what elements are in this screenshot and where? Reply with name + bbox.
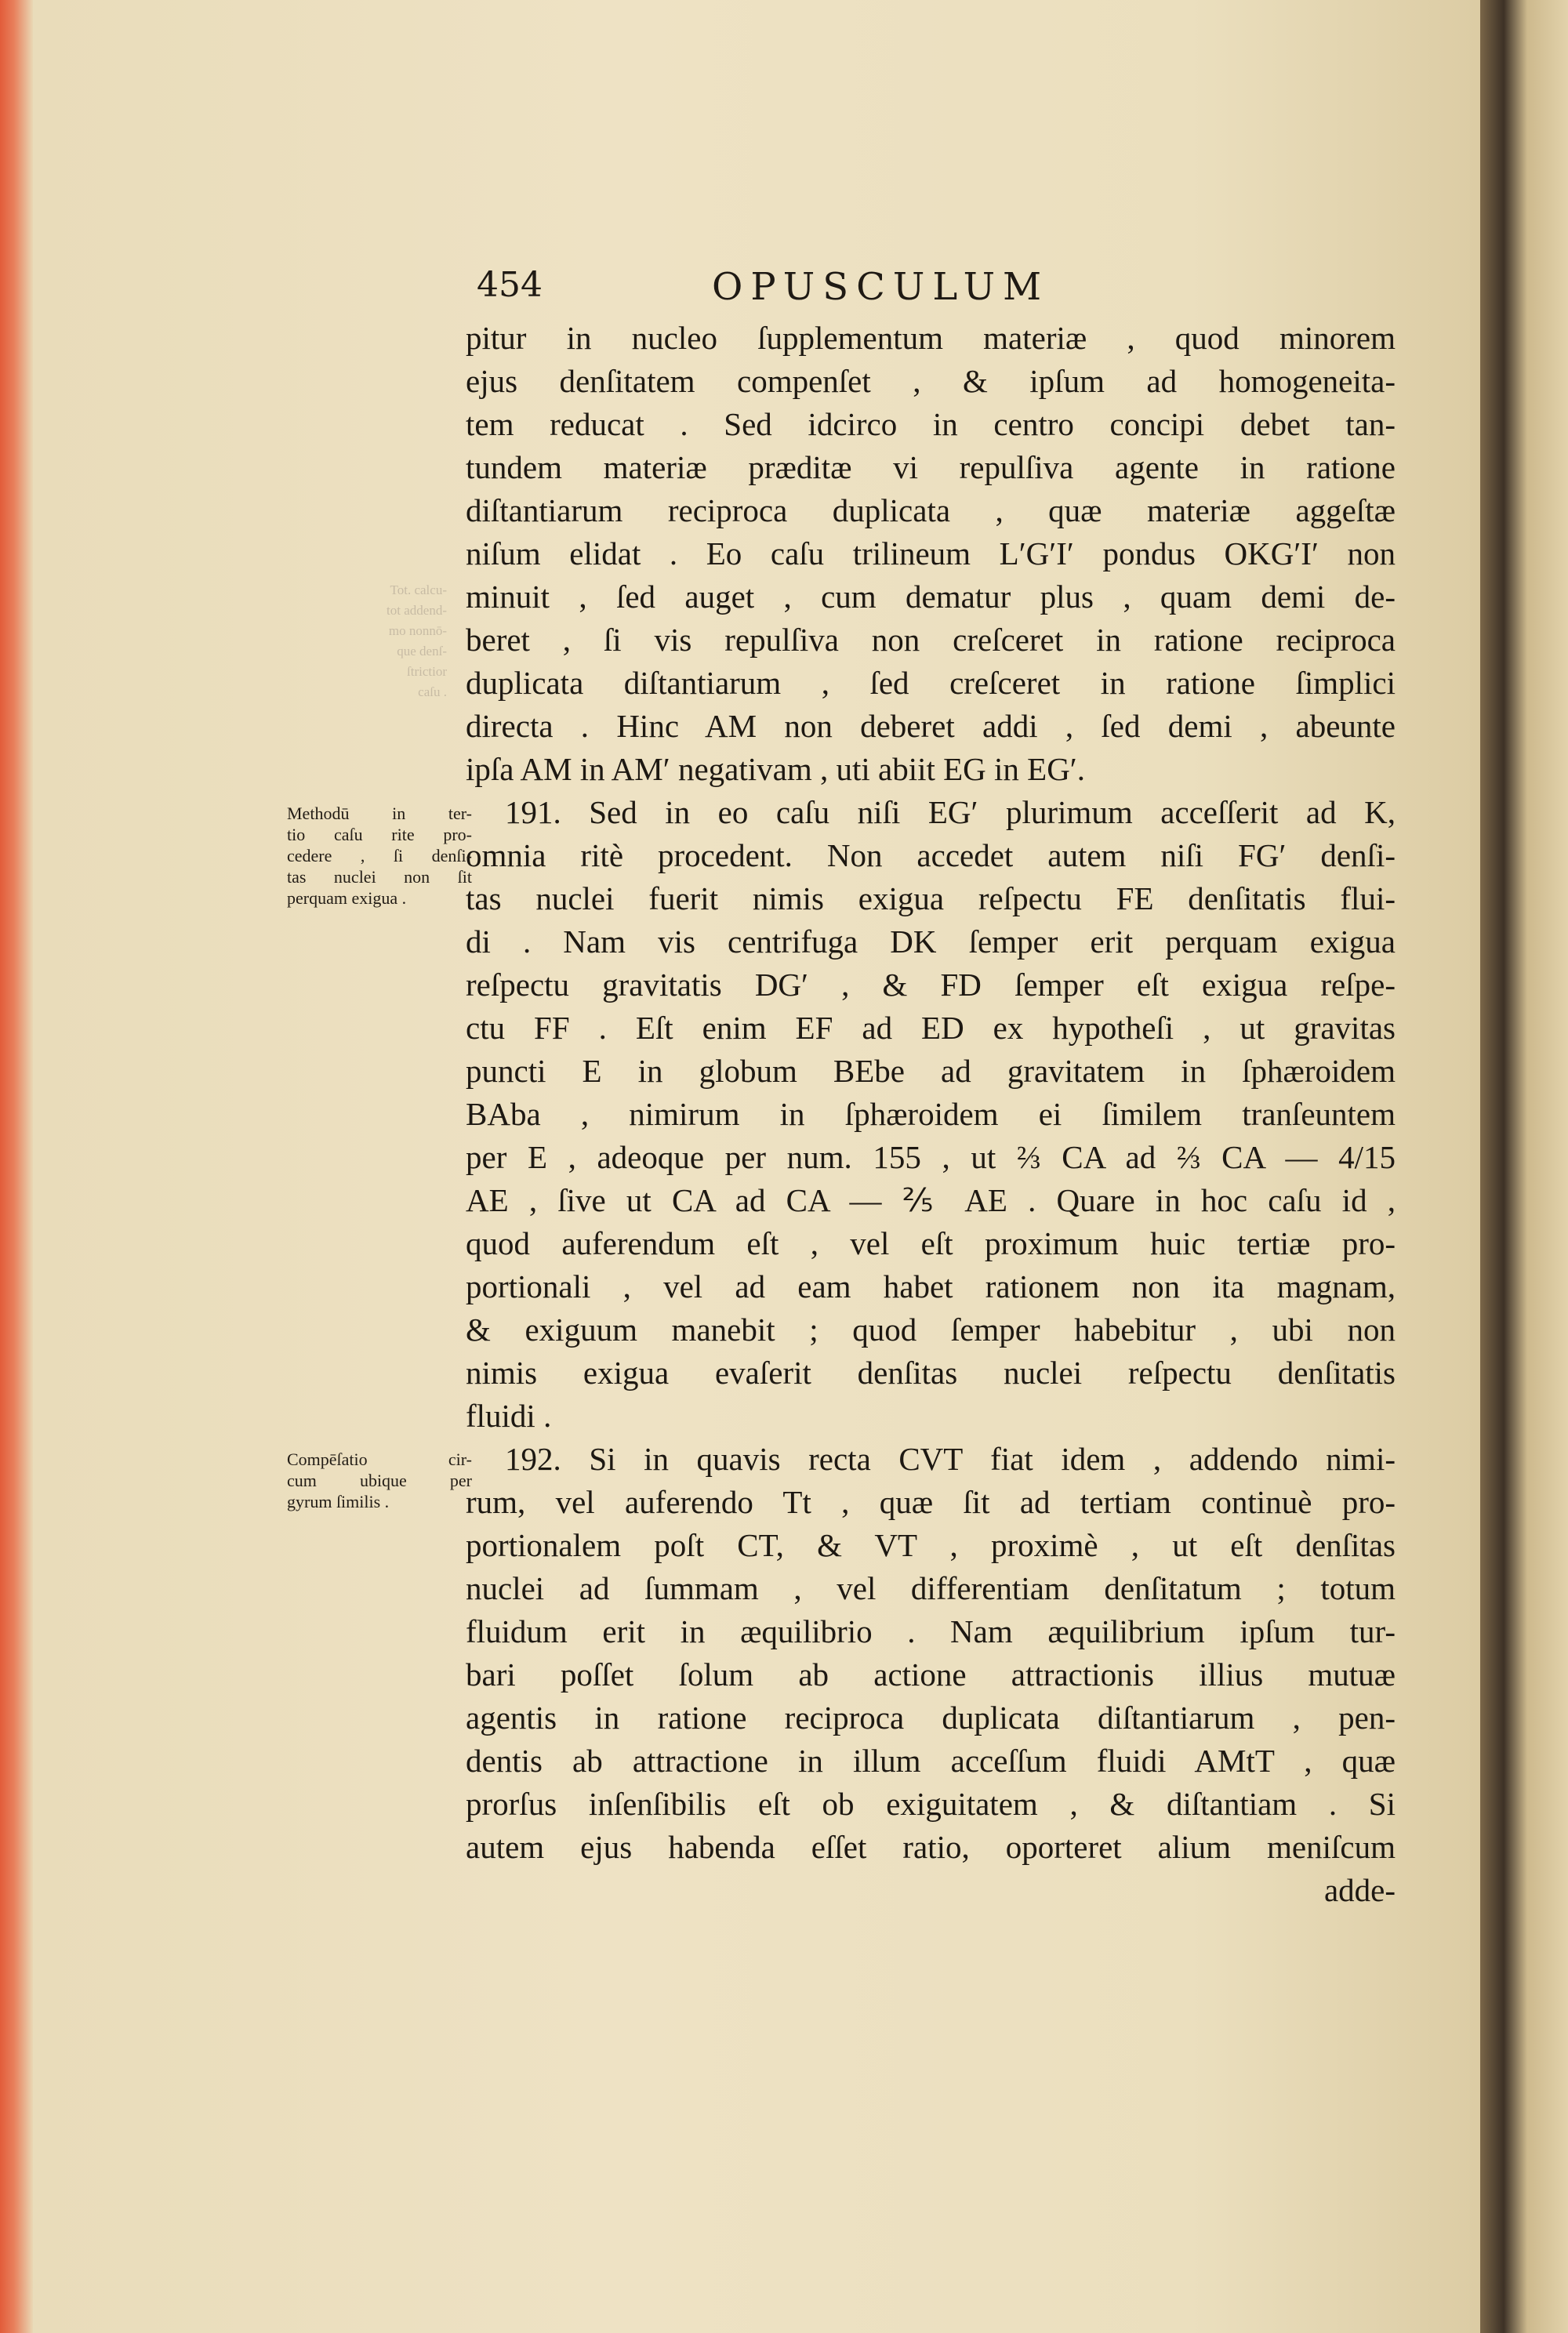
text-line: ipſa AM in AM′ negativam , uti abiit EG in EG′.	[466, 751, 1086, 787]
catchword: adde-	[1323, 1872, 1396, 1908]
text-line: AE , ſive ut CA ad CA — ⅖ AE . Quare in hoc caſu id ,	[466, 1182, 1396, 1218]
text-line: directa . Hinc AM non deberet addi , ſed demi , abeunte	[466, 708, 1396, 744]
text-line: fluidum erit in æquilibrio . Nam æquilibrium ipſum tur-	[466, 1613, 1396, 1649]
text-line: nuclei ad ſummam , vel differentiam denſitatum ; totum	[466, 1570, 1396, 1606]
text-line: ctu FF . Eſt enim EF ad ED ex hypotheſi , ut gravitas	[466, 1010, 1396, 1046]
note-line: Methodū in ter-	[287, 804, 472, 823]
text-line: agentis in ratione reciproca duplicata diſtantiarum , pen-	[466, 1700, 1396, 1736]
text-line: dentis ab attractione in illum acceſſum fluidi AMtT , quæ	[466, 1743, 1396, 1779]
page-number: 454	[477, 265, 543, 305]
text-line: prorſus inſenſibilis eſt ob exiguitatem , & diſtantiam . Si	[466, 1786, 1396, 1822]
text-line: niſum elidat . Eo caſu trilineum L′G′I′ pondus OKG′I′ non	[466, 535, 1396, 571]
text-line: tas nuclei fuerit nimis exigua reſpectu FE denſitatis flui-	[466, 880, 1396, 916]
note-line: tio caſu rite pro-	[287, 825, 472, 844]
text-line: & exiguum manebit ; quod ſemper habebitur , ubi non	[466, 1312, 1396, 1348]
page-edge-red	[0, 0, 33, 2333]
note-line: gyrum ſimilis .	[287, 1492, 390, 1511]
note-line: cum ubique per	[287, 1471, 472, 1490]
text-line: portionali , vel ad eam habet rationem non ita magnam,	[466, 1268, 1396, 1304]
marginal-note-191	[287, 803, 472, 909]
note-line: perquam exigua .	[287, 888, 407, 908]
text-line: puncti E in globum BEbe ad gravitatem in ſphæroidem	[466, 1053, 1396, 1089]
bleed-through-text: Tot. calcu- tot addend- mo nonnō- que denſ- ſtrictior caſu .	[387, 582, 447, 699]
text-line: tundem materiæ præditæ vi repulſiva agente in ratione	[466, 449, 1396, 485]
book-gutter	[1480, 0, 1568, 2333]
text-line: BAba , nimirum in ſphæroidem ei ſimilem tranſeuntem	[466, 1096, 1396, 1132]
page-header	[477, 265, 1402, 312]
note-line: Compēſatio cir-	[287, 1450, 472, 1469]
text-line: beret , ſi vis repulſiva non creſceret in ratione reciproca	[466, 622, 1396, 658]
paragraph-192-start: 192. Si in quavis recta CVT fiat idem , addendo nimi-	[505, 1441, 1396, 1477]
text-line: quod auferendum eſt , vel eſt proximum huic tertiæ pro-	[466, 1225, 1396, 1261]
text-line: pitur in nucleo ſupplementum materiæ , quod minorem	[466, 320, 1396, 356]
text-line: duplicata diſtantiarum , ſed creſceret in ratione ſimplici	[466, 665, 1396, 701]
text-line: diſtantiarum reciproca duplicata , quæ materiæ aggeſtæ	[466, 492, 1396, 528]
text-line: reſpectu gravitatis DG′ , & FD ſemper eſt exigua reſpe-	[466, 967, 1396, 1003]
note-line: cedere , ſi denſi-	[287, 846, 472, 865]
text-line: ejus denſitatem compenſet , & ipſum ad homogeneita-	[466, 363, 1396, 399]
text-line: tem reducat . Sed idcirco in centro concipi debet tan-	[466, 406, 1396, 442]
text-line: di . Nam vis centrifuga DK ſemper erit perquam exigua	[466, 923, 1396, 960]
text-line: portionalem poſt CT, & VT , proximè , ut eſt denſitas	[466, 1527, 1396, 1563]
text-line: bari poſſet ſolum ab actione attractionis illius mutuæ	[466, 1656, 1396, 1693]
marginal-note-192	[287, 1449, 472, 1512]
text-line: rum, vel auferendo Tt , quæ ſit ad tertiam continuè pro-	[466, 1484, 1396, 1520]
running-title: OPUSCULUM	[712, 265, 1050, 309]
text-line: fluidi .	[466, 1398, 552, 1434]
note-line: tas nuclei non ſit	[287, 867, 472, 887]
text-line: per E , adeoque per num. 155 , ut ⅔ CA ad ⅔ CA — 4/15	[466, 1139, 1396, 1175]
body-text	[466, 317, 1396, 1912]
text-line: nimis exigua evaſerit denſitas nuclei reſpectu denſitatis	[466, 1355, 1396, 1391]
text-line: minuit , ſed auget , cum dematur plus , quam demi de-	[466, 579, 1396, 615]
text-line: omnia ritè procedent. Non accedet autem niſi FG′ denſi-	[466, 837, 1396, 873]
text-line: autem ejus habenda eſſet ratio, oporteret alium meniſcum	[466, 1829, 1396, 1865]
paragraph-191-start: 191. Sed in eo caſu niſi EG′ plurimum acceſſerit ad K,	[505, 794, 1396, 830]
